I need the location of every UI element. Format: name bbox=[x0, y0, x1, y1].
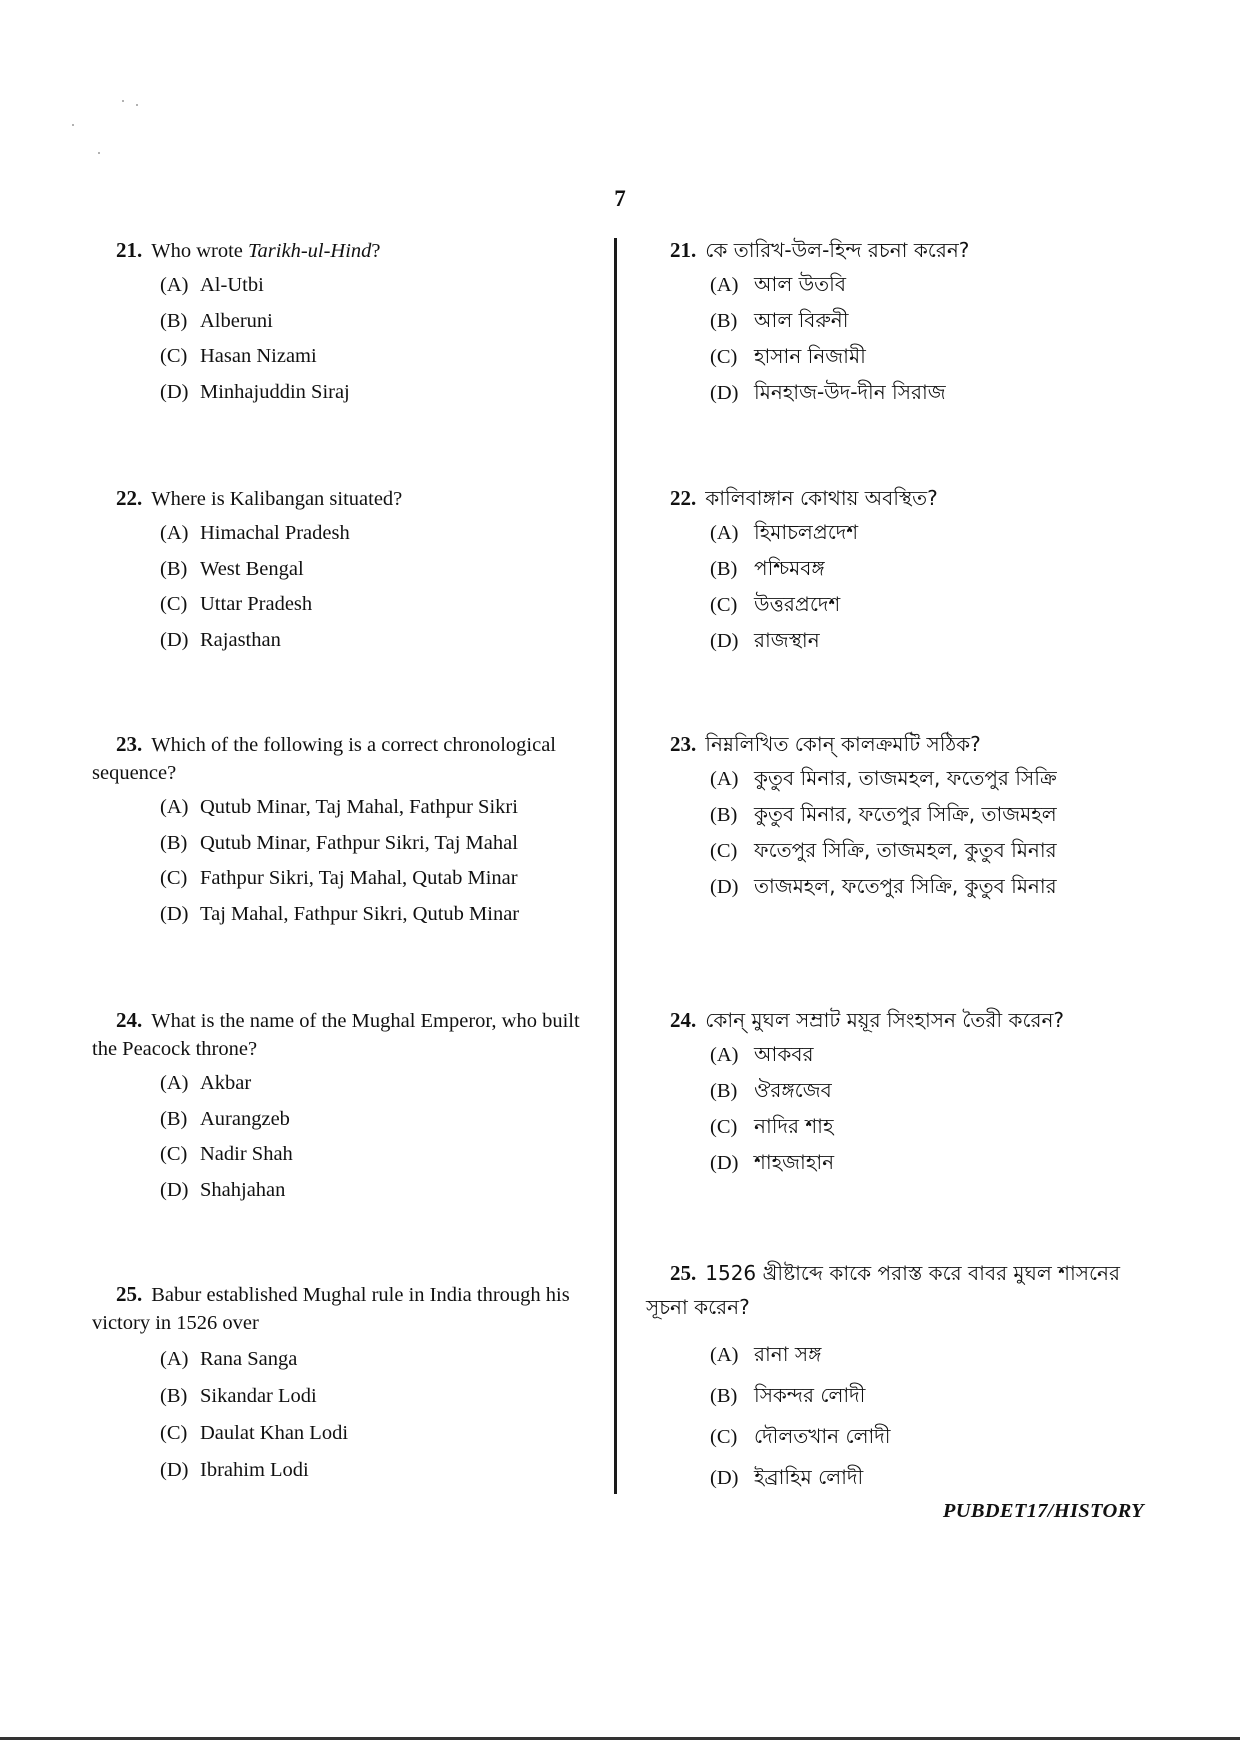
question-number: 23. bbox=[670, 732, 697, 756]
question-text: What is the name of the Mughal Emperor, who built the Peacock throne? bbox=[92, 1010, 580, 1060]
option-d: (D) ইব্রাহিম লোদী bbox=[710, 1465, 864, 1489]
question-number: 25. bbox=[670, 1261, 697, 1285]
bottom-rule bbox=[0, 1737, 1240, 1740]
question-stem bbox=[646, 1256, 1146, 1324]
question-stem bbox=[92, 484, 592, 513]
question-number: 21. bbox=[670, 238, 697, 262]
question-text: কে তারিখ-উল-হিন্দ রচনা করেন? bbox=[705, 238, 970, 262]
option-list bbox=[646, 1038, 1146, 1182]
option-b: (B) পশ্চিমবঙ্গ bbox=[710, 556, 825, 580]
option-c: (C) Daulat Khan Lodi bbox=[160, 1422, 349, 1444]
option-c: (C) নাদির শাহ bbox=[710, 1114, 834, 1138]
option-a: (A) Akbar bbox=[160, 1072, 252, 1094]
question-25-bn bbox=[646, 1256, 1146, 1502]
option-d: (D) Rajasthan bbox=[160, 628, 281, 651]
scan-speck bbox=[72, 124, 74, 126]
question-text: Which of the following is a correct chronological sequence? bbox=[92, 734, 556, 784]
question-text: কালিবাঙ্গান কোথায় অবস্থিত? bbox=[705, 486, 938, 510]
english-column bbox=[92, 236, 592, 1496]
question-number: 25. bbox=[116, 1282, 143, 1306]
option-list bbox=[646, 268, 1146, 412]
question-24-bn bbox=[646, 1006, 1146, 1182]
option-a: (A) Himachal Pradesh bbox=[160, 522, 350, 544]
option-list bbox=[92, 269, 592, 411]
scan-speck bbox=[136, 104, 138, 106]
option-d: (D) Ibrahim Lodi bbox=[160, 1459, 309, 1481]
question-23-en bbox=[92, 730, 592, 933]
option-list bbox=[92, 1343, 592, 1491]
question-stem bbox=[646, 484, 1146, 512]
question-stem bbox=[646, 1006, 1146, 1034]
option-b: (B) কুতুব মিনার, ফতেপুর সিক্রি, তাজমহল bbox=[710, 802, 1057, 826]
option-c: (C) ফতেপুর সিক্রি, তাজমহল, কুতুব মিনার bbox=[710, 838, 1057, 862]
option-c: (C) Hasan Nizami bbox=[160, 345, 317, 367]
option-list bbox=[646, 1338, 1146, 1502]
option-c: (C) উত্তরপ্রদেশ bbox=[710, 592, 841, 616]
question-text: 1526 খ্রীষ্টাব্দে কাকে পরাস্ত করে বাবর মুঘল শাসনের সূচনা করেন? bbox=[646, 1261, 1120, 1319]
option-list bbox=[92, 1067, 592, 1209]
question-stem bbox=[92, 730, 592, 787]
scan-speck bbox=[122, 100, 124, 102]
option-list bbox=[646, 762, 1146, 906]
option-d: (D) Shahjahan bbox=[160, 1178, 286, 1201]
page-number: 7 bbox=[614, 186, 626, 211]
question-stem bbox=[92, 1280, 592, 1337]
question-25-en bbox=[92, 1280, 592, 1491]
option-a: (A) হিমাচলপ্রদেশ bbox=[710, 520, 859, 544]
question-stem bbox=[646, 730, 1146, 758]
option-d: (D) Minhajuddin Siraj bbox=[160, 380, 350, 403]
option-b: (B) সিকন্দর লোদী bbox=[710, 1383, 866, 1407]
question-text: Who wrote Tarikh-ul-Hind? bbox=[151, 240, 381, 262]
question-21-bn bbox=[646, 236, 1146, 412]
question-text: Where is Kalibangan situated? bbox=[151, 488, 403, 510]
option-c: (C) Nadir Shah bbox=[160, 1143, 293, 1165]
option-a: (A) Rana Sanga bbox=[160, 1348, 298, 1370]
option-a: (A) Al-Utbi bbox=[160, 274, 264, 296]
question-text: নিম্নলিখিত কোন্ কালক্রমটি সঠিক? bbox=[705, 732, 981, 756]
question-stem bbox=[92, 236, 592, 265]
option-b: (B) ঔরঙ্গজেব bbox=[710, 1078, 832, 1102]
option-b: (B) Qutub Minar, Fathpur Sikri, Taj Mahal bbox=[160, 831, 518, 854]
option-b: (B) West Bengal bbox=[160, 557, 304, 580]
option-a: (A) রানা সঙ্গ bbox=[710, 1342, 822, 1366]
option-d: (D) Taj Mahal, Fathpur Sikri, Qutub Minar bbox=[160, 902, 520, 925]
question-22-bn bbox=[646, 484, 1146, 660]
question-number: 24. bbox=[116, 1008, 143, 1032]
question-stem bbox=[92, 1006, 592, 1063]
question-text: Babur established Mughal rule in India through his victory in 1526 over bbox=[92, 1284, 570, 1334]
question-number: 21. bbox=[116, 238, 143, 262]
question-21-en bbox=[92, 236, 592, 411]
bengali-column bbox=[646, 236, 1146, 1496]
option-a: (A) আল উতবি bbox=[710, 272, 847, 296]
option-list bbox=[92, 791, 592, 933]
option-c: (C) Fathpur Sikri, Taj Mahal, Qutab Minar bbox=[160, 867, 518, 889]
scan-speck bbox=[98, 152, 100, 154]
option-c: (C) হাসান নিজামী bbox=[710, 344, 866, 368]
question-22-en bbox=[92, 484, 592, 659]
question-number: 24. bbox=[670, 1008, 697, 1032]
question-number: 23. bbox=[116, 732, 143, 756]
question-text: কোন্ মুঘল সম্রাট ময়ূর সিংহাসন তৈরী করেন? bbox=[705, 1008, 1065, 1032]
question-number: 22. bbox=[670, 486, 697, 510]
option-b: (B) Alberuni bbox=[160, 309, 273, 332]
question-stem bbox=[646, 236, 1146, 264]
option-b: (B) আল বিরুনী bbox=[710, 308, 849, 332]
option-d: (D) শাহজাহান bbox=[710, 1150, 835, 1174]
book-title: Tarikh-ul-Hind bbox=[248, 240, 372, 262]
option-d: (D) তাজমহল, ফতেপুর সিক্রি, কুতুব মিনার bbox=[710, 874, 1057, 898]
question-23-bn bbox=[646, 730, 1146, 906]
option-c: (C) দৌলতখান লোদী bbox=[710, 1424, 891, 1448]
option-list bbox=[646, 516, 1146, 660]
option-d: (D) মিনহাজ-উদ-দীন সিরাজ bbox=[710, 380, 946, 404]
option-c: (C) Uttar Pradesh bbox=[160, 593, 313, 615]
question-number: 22. bbox=[116, 486, 143, 510]
option-a: (A) Qutub Minar, Taj Mahal, Fathpur Sikri bbox=[160, 796, 518, 818]
column-divider bbox=[614, 238, 617, 1494]
question-24-en bbox=[92, 1006, 592, 1209]
option-b: (B) Sikandar Lodi bbox=[160, 1385, 317, 1407]
option-d: (D) রাজস্থান bbox=[710, 628, 820, 652]
option-a: (A) আকবর bbox=[710, 1042, 814, 1066]
option-list bbox=[92, 517, 592, 659]
option-a: (A) কুতুব মিনার, তাজমহল, ফতেপুর সিক্রি bbox=[710, 766, 1057, 790]
option-b: (B) Aurangzeb bbox=[160, 1107, 290, 1130]
paper-code: PUBDET17/HISTORY bbox=[942, 1500, 1144, 1522]
